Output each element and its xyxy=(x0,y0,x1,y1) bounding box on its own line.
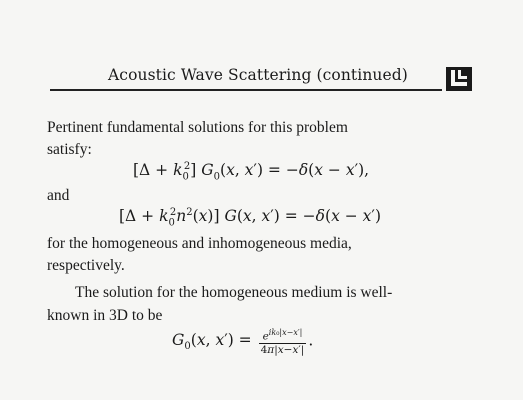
slide-title: Acoustic Wave Scattering (continued) xyxy=(108,66,408,84)
equation-green-function: $G_0(x$, x′) = $\frac{e^{ik_0|x-x'|}}{4\pi|x-x'|}$ . xyxy=(172,328,314,356)
header-divider xyxy=(50,89,442,91)
paragraph-line: known in 3D to be xyxy=(47,307,163,324)
paragraph-line: Pertinent fundamental solutions for this problem xyxy=(47,119,348,136)
paragraph-line: for the homogeneous and inhomogeneous media, xyxy=(47,235,352,252)
equation-inhomogeneous: $[\Delta + k_0^2n^2(x)]$ G(x, x′) = −δ(x − x′) xyxy=(119,207,381,229)
fraction-numerator: $e^{ik_0|x-x'|}$ xyxy=(262,328,303,343)
institution-logo-icon xyxy=(446,67,472,91)
paragraph-line: The solution for the homogeneous medium is well- xyxy=(75,284,393,301)
connector-text: and xyxy=(47,187,70,204)
paragraph-line: respectively. xyxy=(47,257,125,274)
paragraph-line: satisfy: xyxy=(47,141,92,158)
fraction xyxy=(259,327,307,356)
fraction-denominator: 4π|x−x′| xyxy=(260,343,305,356)
equation-homogeneous: $[\Delta + k_0^2]$ $G_0(x$, x′) = −δ(x − x′), xyxy=(133,161,370,183)
